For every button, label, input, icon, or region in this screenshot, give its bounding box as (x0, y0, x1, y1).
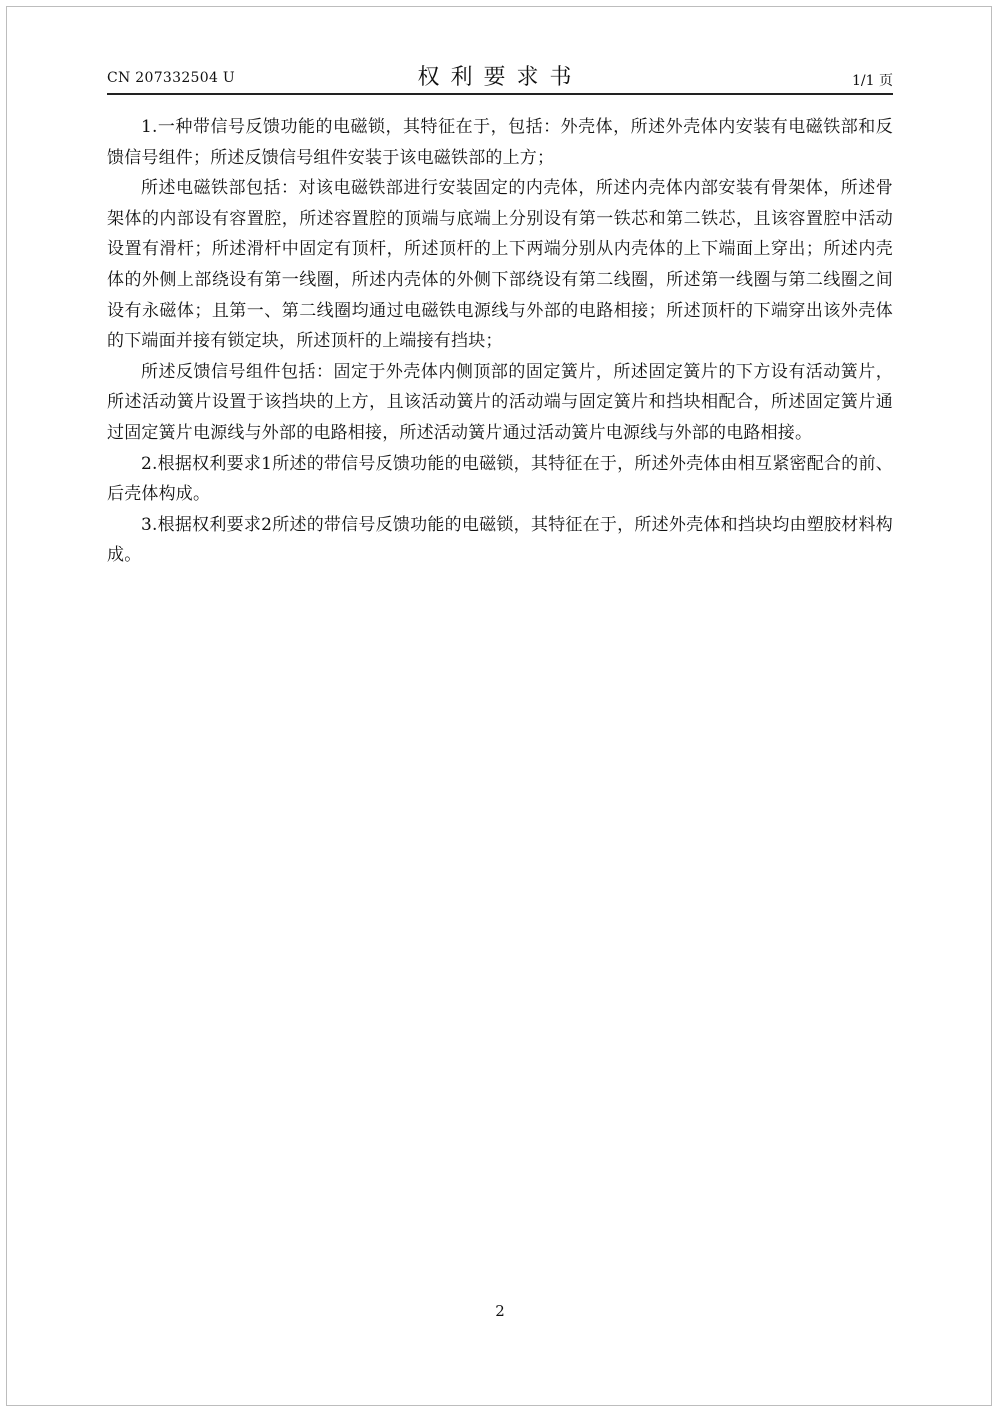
page-number: 2 (495, 1302, 505, 1320)
claim-paragraph: 所述电磁铁部包括：对该电磁铁部进行安装固定的内壳体，所述内壳体内部安装有骨架体，所述骨架体的内部设有容置腔，所述容置腔的顶端与底端上分别设有第一铁芯和第二铁芯，且该容置腔中活动设置有滑杆；所述滑杆中固定有顶杆，所述顶杆的上下两端分别从内壳体的上下端面上穿出；所述内壳体的外侧上部绕设有第一线圈，所述内壳体的外侧下部绕设有第二线圈，所述第一线圈与第二线圈之间设有永磁体；且第一、第二线圈均通过电磁铁电源线与外部的电路相接；所述顶杆的下端穿出该外壳体的下端面并接有锁定块，所述顶杆的上端接有挡块； (107, 178, 893, 352)
header-divider (107, 93, 893, 95)
document-title: 权利要求书 (417, 65, 583, 90)
patent-number: CN 207332504 U (107, 70, 236, 86)
claim-paragraph: 3.根据权利要求2所述的带信号反馈功能的电磁锁，其特征在于，所述外壳体和挡块均由塑胶材料构成。 (107, 514, 893, 566)
page-header (107, 58, 893, 94)
claim-paragraph: 所述反馈信号组件包括：固定于外壳体内侧顶部的固定簧片，所述固定簧片的下方设有活动簧片，所述活动簧片设置于该挡块的上方，且该活动簧片的活动端与固定簧片和挡块相配合，所述固定簧片通过固定簧片电源线与外部的电路相接，所述活动簧片通过活动簧片电源线与外部的电路相接。 (107, 361, 893, 443)
claim-paragraph: 1.一种带信号反馈功能的电磁锁，其特征在于，包括：外壳体，所述外壳体内安装有电磁铁部和反馈信号组件；所述反馈信号组件安装于该电磁铁部的上方； (107, 117, 893, 168)
page-count: 1/1 页 (852, 73, 893, 89)
claims-body (107, 112, 893, 571)
claim-paragraph: 2.根据权利要求1所述的带信号反馈功能的电磁锁，其特征在于，所述外壳体由相互紧密配合的前、后壳体构成。 (107, 453, 893, 505)
